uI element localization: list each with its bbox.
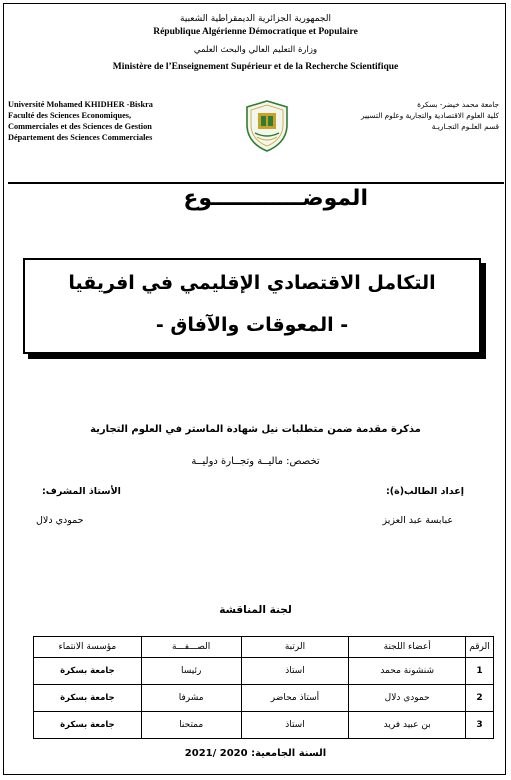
table-row xyxy=(34,712,494,739)
member-role: مشرفا xyxy=(141,685,241,712)
table-row xyxy=(34,658,494,685)
member-rank: استاذ xyxy=(241,658,349,685)
member-institution: جامعة بسكرة xyxy=(34,658,142,685)
thesis-subtitle: - المعوقات والآفاق - xyxy=(155,314,349,336)
member-institution: جامعة بسكرة xyxy=(34,712,142,739)
university-block-arabic xyxy=(309,99,499,132)
department-name-ar: قسم العلـوم التجـاريـة xyxy=(431,122,499,131)
ministry-french: Ministère de l’Enseignement Supérieur et de la Recherche Scientifique xyxy=(112,62,399,72)
jury-table xyxy=(33,636,494,739)
member-name: حمودي دلال xyxy=(349,685,466,712)
academic-year: السنة الجامعية: 2020 /2021 xyxy=(184,748,327,759)
student-name: عبابسة عبد العزيز xyxy=(382,515,453,526)
col-role: الصـــفـــة xyxy=(141,637,241,658)
member-institution: جامعة بسكرة xyxy=(34,685,142,712)
faculty-name-fr-2: Commerciales et des Sciences de Gestion xyxy=(8,122,152,131)
faculty-name-ar: كلية العلوم الاقتصادية والتجارية وعلوم التسيير xyxy=(360,111,499,120)
member-role: رئيسا xyxy=(141,658,241,685)
member-role: ممتحنا xyxy=(141,712,241,739)
col-institution: مؤسسة الانتماء xyxy=(34,637,142,658)
table-row xyxy=(34,685,494,712)
row-number: 3 xyxy=(466,712,494,739)
supervisor-name: حمودي دلال xyxy=(36,515,84,526)
member-name: شنشونة محمد xyxy=(349,658,466,685)
specialty: تخصص: ماليــة وتجــارة دوليــة xyxy=(191,456,320,467)
jury-title: لجنة المناقشة xyxy=(219,604,292,616)
member-name: بن عبيد فريد xyxy=(349,712,466,739)
topic-heading: الموضــــــــــــوع xyxy=(183,186,368,211)
republic-arabic: الجمهورية الجزائرية الديمقراطية الشعبية xyxy=(180,14,331,24)
row-number: 2 xyxy=(466,685,494,712)
student-label: إعداد الطالب(ة): xyxy=(385,486,464,497)
faculty-name-fr-1: Faculté des Sciences Economiques, xyxy=(8,111,132,120)
col-member: أعضاء اللجنة xyxy=(349,637,466,658)
university-block-french xyxy=(8,99,208,143)
university-seal-icon xyxy=(244,99,290,153)
topic-divider xyxy=(8,182,504,184)
member-rank: استاذ xyxy=(241,712,349,739)
university-name-ar: جامعة محمد خيضر- بسكرة xyxy=(417,100,499,109)
jury-header-row xyxy=(34,637,494,658)
col-rank: الرتبة xyxy=(241,637,349,658)
row-number: 1 xyxy=(466,658,494,685)
member-rank: أستاذ محاضر xyxy=(241,685,349,712)
supervisor-label: الأستاذ المشرف: xyxy=(42,486,121,497)
department-name-fr: Département des Sciences Commerciales xyxy=(8,133,153,142)
title-box xyxy=(23,258,481,354)
ministry-arabic: وزارة التعليم العالي والبحث العلمي xyxy=(193,45,318,55)
col-number: الرقم xyxy=(466,637,494,658)
memo-statement: مذكرة مقدمة ضمن متطلبات نيل شهادة الماستر في العلوم التجارية xyxy=(90,424,421,435)
thesis-title: التكامل الاقتصادي الإقليمي في افريقيا xyxy=(68,272,436,294)
republic-french: République Algérienne Démocratique et Populaire xyxy=(153,27,358,37)
university-name-fr: Université Mohamed KHIDHER -Biskra xyxy=(8,100,153,109)
